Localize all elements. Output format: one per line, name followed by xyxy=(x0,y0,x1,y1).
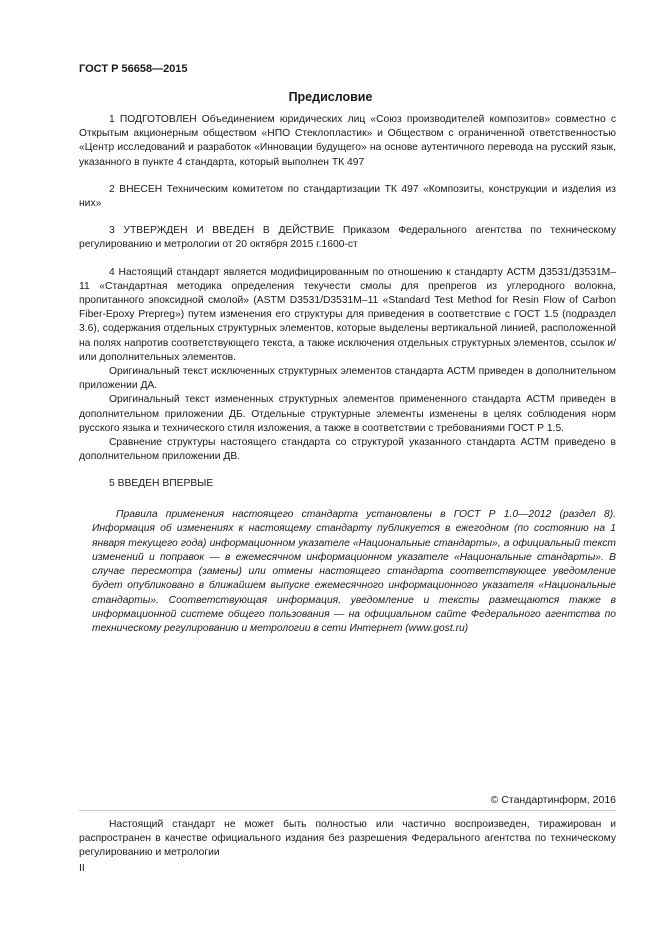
divider xyxy=(79,810,616,811)
paragraph-prepared: 1 ПОДГОТОВЛЕН Объединением юридических лиц «Союз производителей композитов» совместно с Открытым акционерным обществом «НПО Стеклопластик» и Обществом с ограниченной ответственностью «Центр исследований и разработок «Инновации будущего» на основе аутентичного перевода на русский язык, указанного в пункте 4 стандарта, который выполнен ТК 497 xyxy=(79,114,616,168)
paragraph-excluded-text: Оригинальный текст исключенных структурных элементов стандарта АСТМ приведен в дополнительном приложении ДА. xyxy=(79,366,616,392)
page-number: II xyxy=(79,862,85,874)
page-title: Предисловие xyxy=(288,90,373,104)
paragraph-introduced: 2 ВНЕСЕН Техническим комитетом по стандартизации ТК 497 «Композиты, конструкции и изделия из них» xyxy=(79,183,616,210)
paragraph-modified: 4 Настоящий стандарт является модифицированным по отношению к стандарту АСТМ Д3531/Д3531М–11 «Стандартная методика определения текучести смолы для препрегов из углеродного волокна, пропитанного эпоксидной смолой» (ASTM D3531/D3531M–11 «Standard Test Method for Resin Flow of Carbon Fiber-Epoxy Prepreg») путем изменения его структуры для приведения в соответствие с ГОСТ 1.5 (подраздел 3.6), содержания отдельных структурных элементов, которые выделены вертикальной линией, расположенной на полях напротив соответствующего текста, а также исключения отдельных структурных элементов, ссылок и/или дополнительных элементов. xyxy=(79,266,616,363)
paragraph-approved: 3 УТВЕРЖДЕН И ВВЕДЕН В ДЕЙСТВИЕ Приказом Федерального агентства по техническому регулированию и метрологии от 20 октября 2015 г.1600-ст xyxy=(79,225,616,251)
paragraph-structure-comparison: Сравнение структуры настоящего стандарта со структурой указанного стандарта АСТМ приведено в дополнительном приложении ДВ. xyxy=(79,437,616,463)
foreword-body xyxy=(79,113,616,492)
reproduction-notice: Настоящий стандарт не может быть полностью или частично воспроизведен, тиражирован и распространен в качестве официального издания без разрешения Федерального агентства по техническому регулированию и метрологии xyxy=(79,819,616,859)
usage-notice: Правила применения настоящего стандарта установлены в ГОСТ Р 1.0—2012 (раздел 8). Информация об изменениях к настоящему стандарту публикуется в ежегодном (по состоянию на 1 января текущего года) информационном указателе «Национальные стандарты», а официальный текст изменений и поправок — в ежемесячном информационном указателе «Национальные стандарты». В случае пересмотра (замены) или отмены настоящего стандарта соответствующее уведомление будет опубликовано в ближайшем выпуске ежемесячного информационного указателя «Национальные стандарты». Соответствующая информация, уведомление и тексты размещаются также в информационной системе общего пользования — на официальном сайте Федерального агентства по техническому регулированию и метрологии в сети Интернет (www.gost.ru) xyxy=(92,509,616,635)
paragraph-changed-text: Оригинальный текст измененных структурных элементов примененного стандарта АСТМ приведен в дополнительном приложении ДБ. Отдельные структурные элементы изменены в целях соблюдения норм русского языка и технического стиля изложения, а также в соответствии с требованиями ГОСТ Р 1.5. xyxy=(79,394,616,434)
document-header: ГОСТ Р 56658—2015 xyxy=(79,63,188,75)
paragraph-first-introduced: 5 ВВЕДЕН ВПЕРВЫЕ xyxy=(109,478,214,490)
copyright: © Стандартинформ, 2016 xyxy=(490,794,616,806)
